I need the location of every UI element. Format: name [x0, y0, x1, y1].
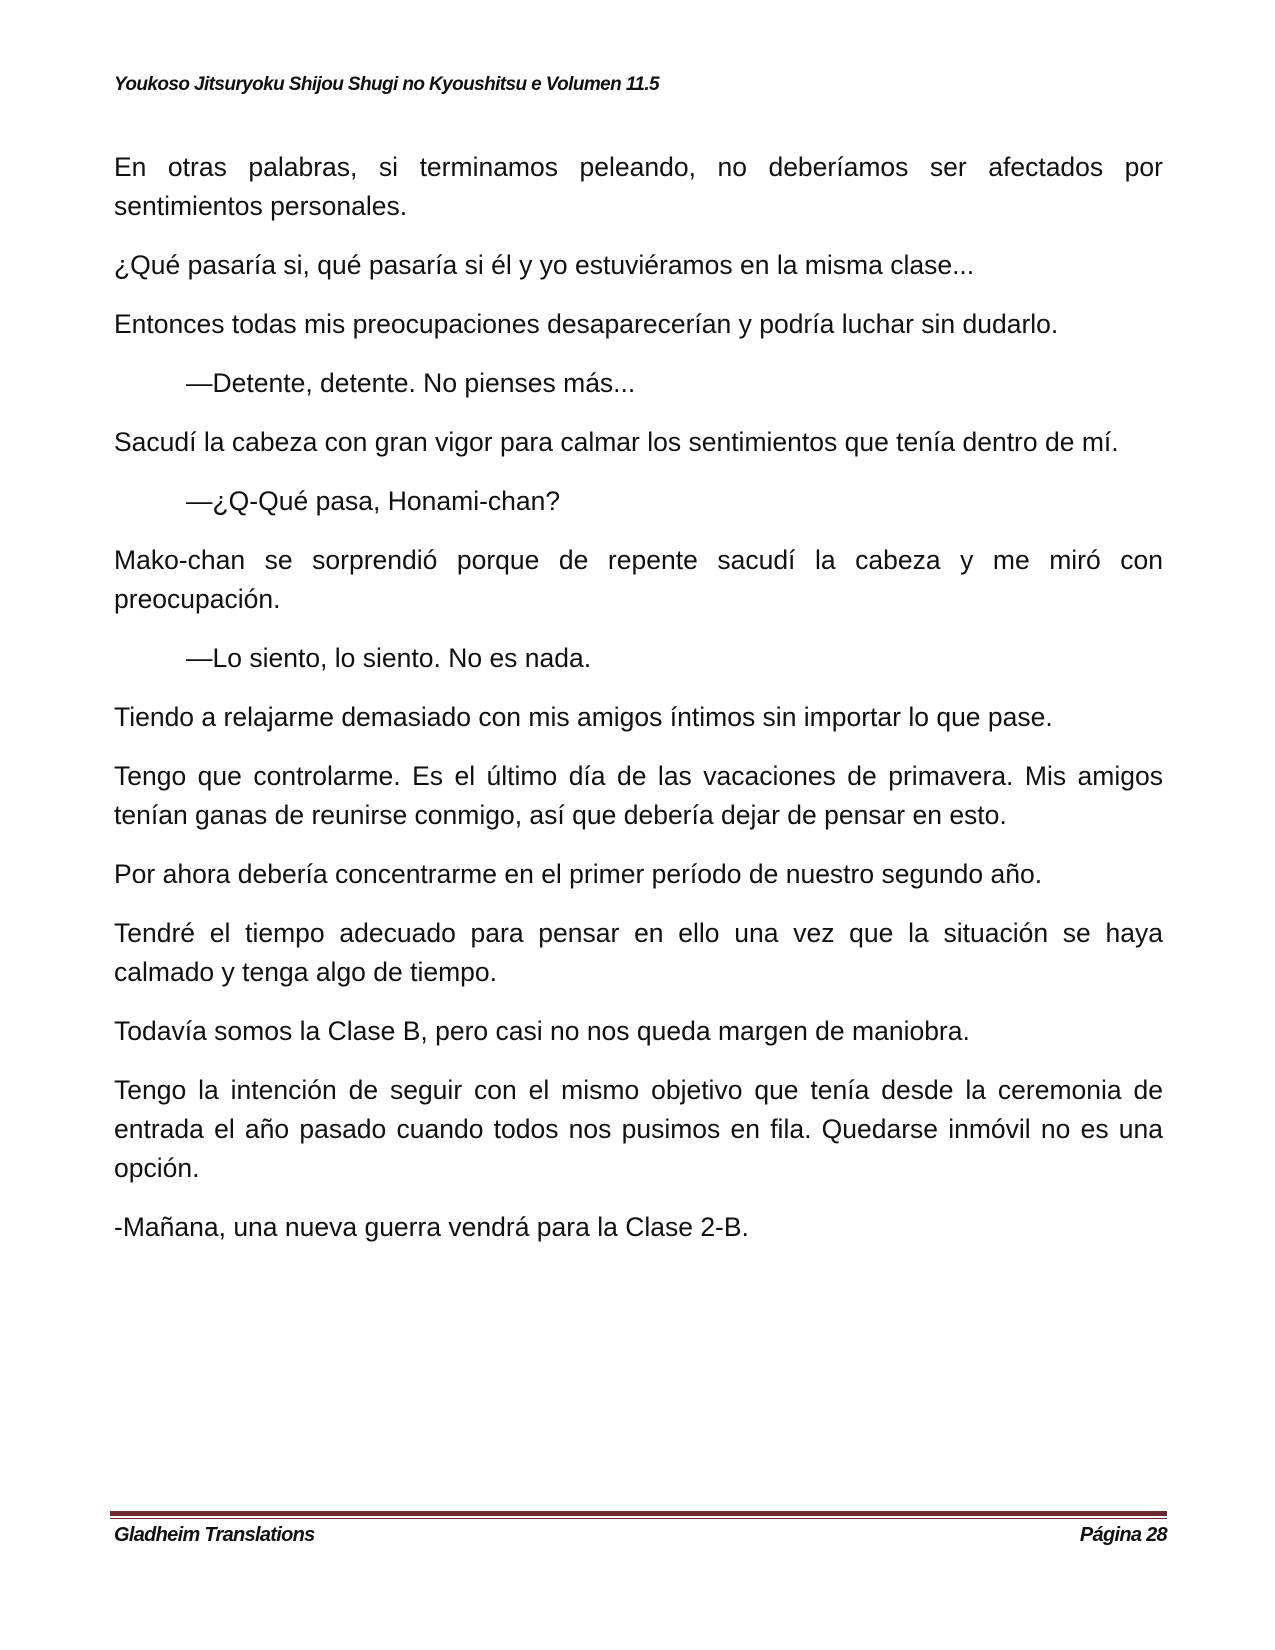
footer-rule-thin	[110, 1518, 1167, 1519]
paragraph: Mako-chan se sorprendió porque de repente sacudí la cabeza y me miró con preocupación.	[114, 545, 1163, 614]
paragraph: Todavía somos la Clase B, pero casi no nos queda margen de maniobra.	[114, 1016, 970, 1046]
paragraph: En otras palabras, si terminamos peleando, no deberíamos ser afectados por sentimientos personales.	[114, 152, 1163, 221]
footer-translator: Gladheim Translations	[114, 1524, 315, 1546]
paragraph: Tendré el tiempo adecuado para pensar en ello una vez que la situación se haya calmado y tenga algo de tiempo.	[114, 918, 1163, 987]
paragraph: Por ahora debería concentrarme en el primer período de nuestro segundo año.	[114, 859, 1043, 889]
footer-page-number: Página 28	[1079, 1524, 1167, 1546]
footer-rule-thick	[110, 1511, 1167, 1516]
dialog-line: —¿Q-Qué pasa, Honami-chan?	[186, 486, 561, 516]
paragraph: Tengo que controlarme. Es el último día de las vacaciones de primavera. Mis amigos tenían ganas de reunirse conmigo, así que debería dejar de pensar en esto.	[114, 761, 1163, 830]
dialog-line: —Lo siento, lo siento. No es nada.	[186, 643, 592, 673]
dialog-line: —Detente, detente. No pienses más...	[186, 368, 636, 398]
paragraph: Tengo la intención de seguir con el mismo objetivo que tenía desde la ceremonia de entrada el año pasado cuando todos nos pusimos en fila. Quedarse inmóvil no es una opción.	[114, 1075, 1163, 1183]
running-header: Youkoso Jitsuryoku Shijou Shugi no Kyoushitsu e Volumen 11.5	[114, 74, 659, 95]
paragraph: ¿Qué pasaría si, qué pasaría si él y yo estuviéramos en la misma clase...	[114, 250, 975, 280]
paragraph: -Mañana, una nueva guerra vendrá para la Clase 2-B.	[114, 1212, 749, 1242]
paragraph: Entonces todas mis preocupaciones desaparecerían y podría luchar sin dudarlo.	[114, 309, 1059, 339]
paragraph: Tiendo a relajarme demasiado con mis amigos íntimos sin importar lo que pase.	[114, 702, 1053, 732]
paragraph: Sacudí la cabeza con gran vigor para calmar los sentimientos que tenía dentro de mí.	[114, 427, 1119, 457]
page-body	[114, 148, 1163, 1267]
